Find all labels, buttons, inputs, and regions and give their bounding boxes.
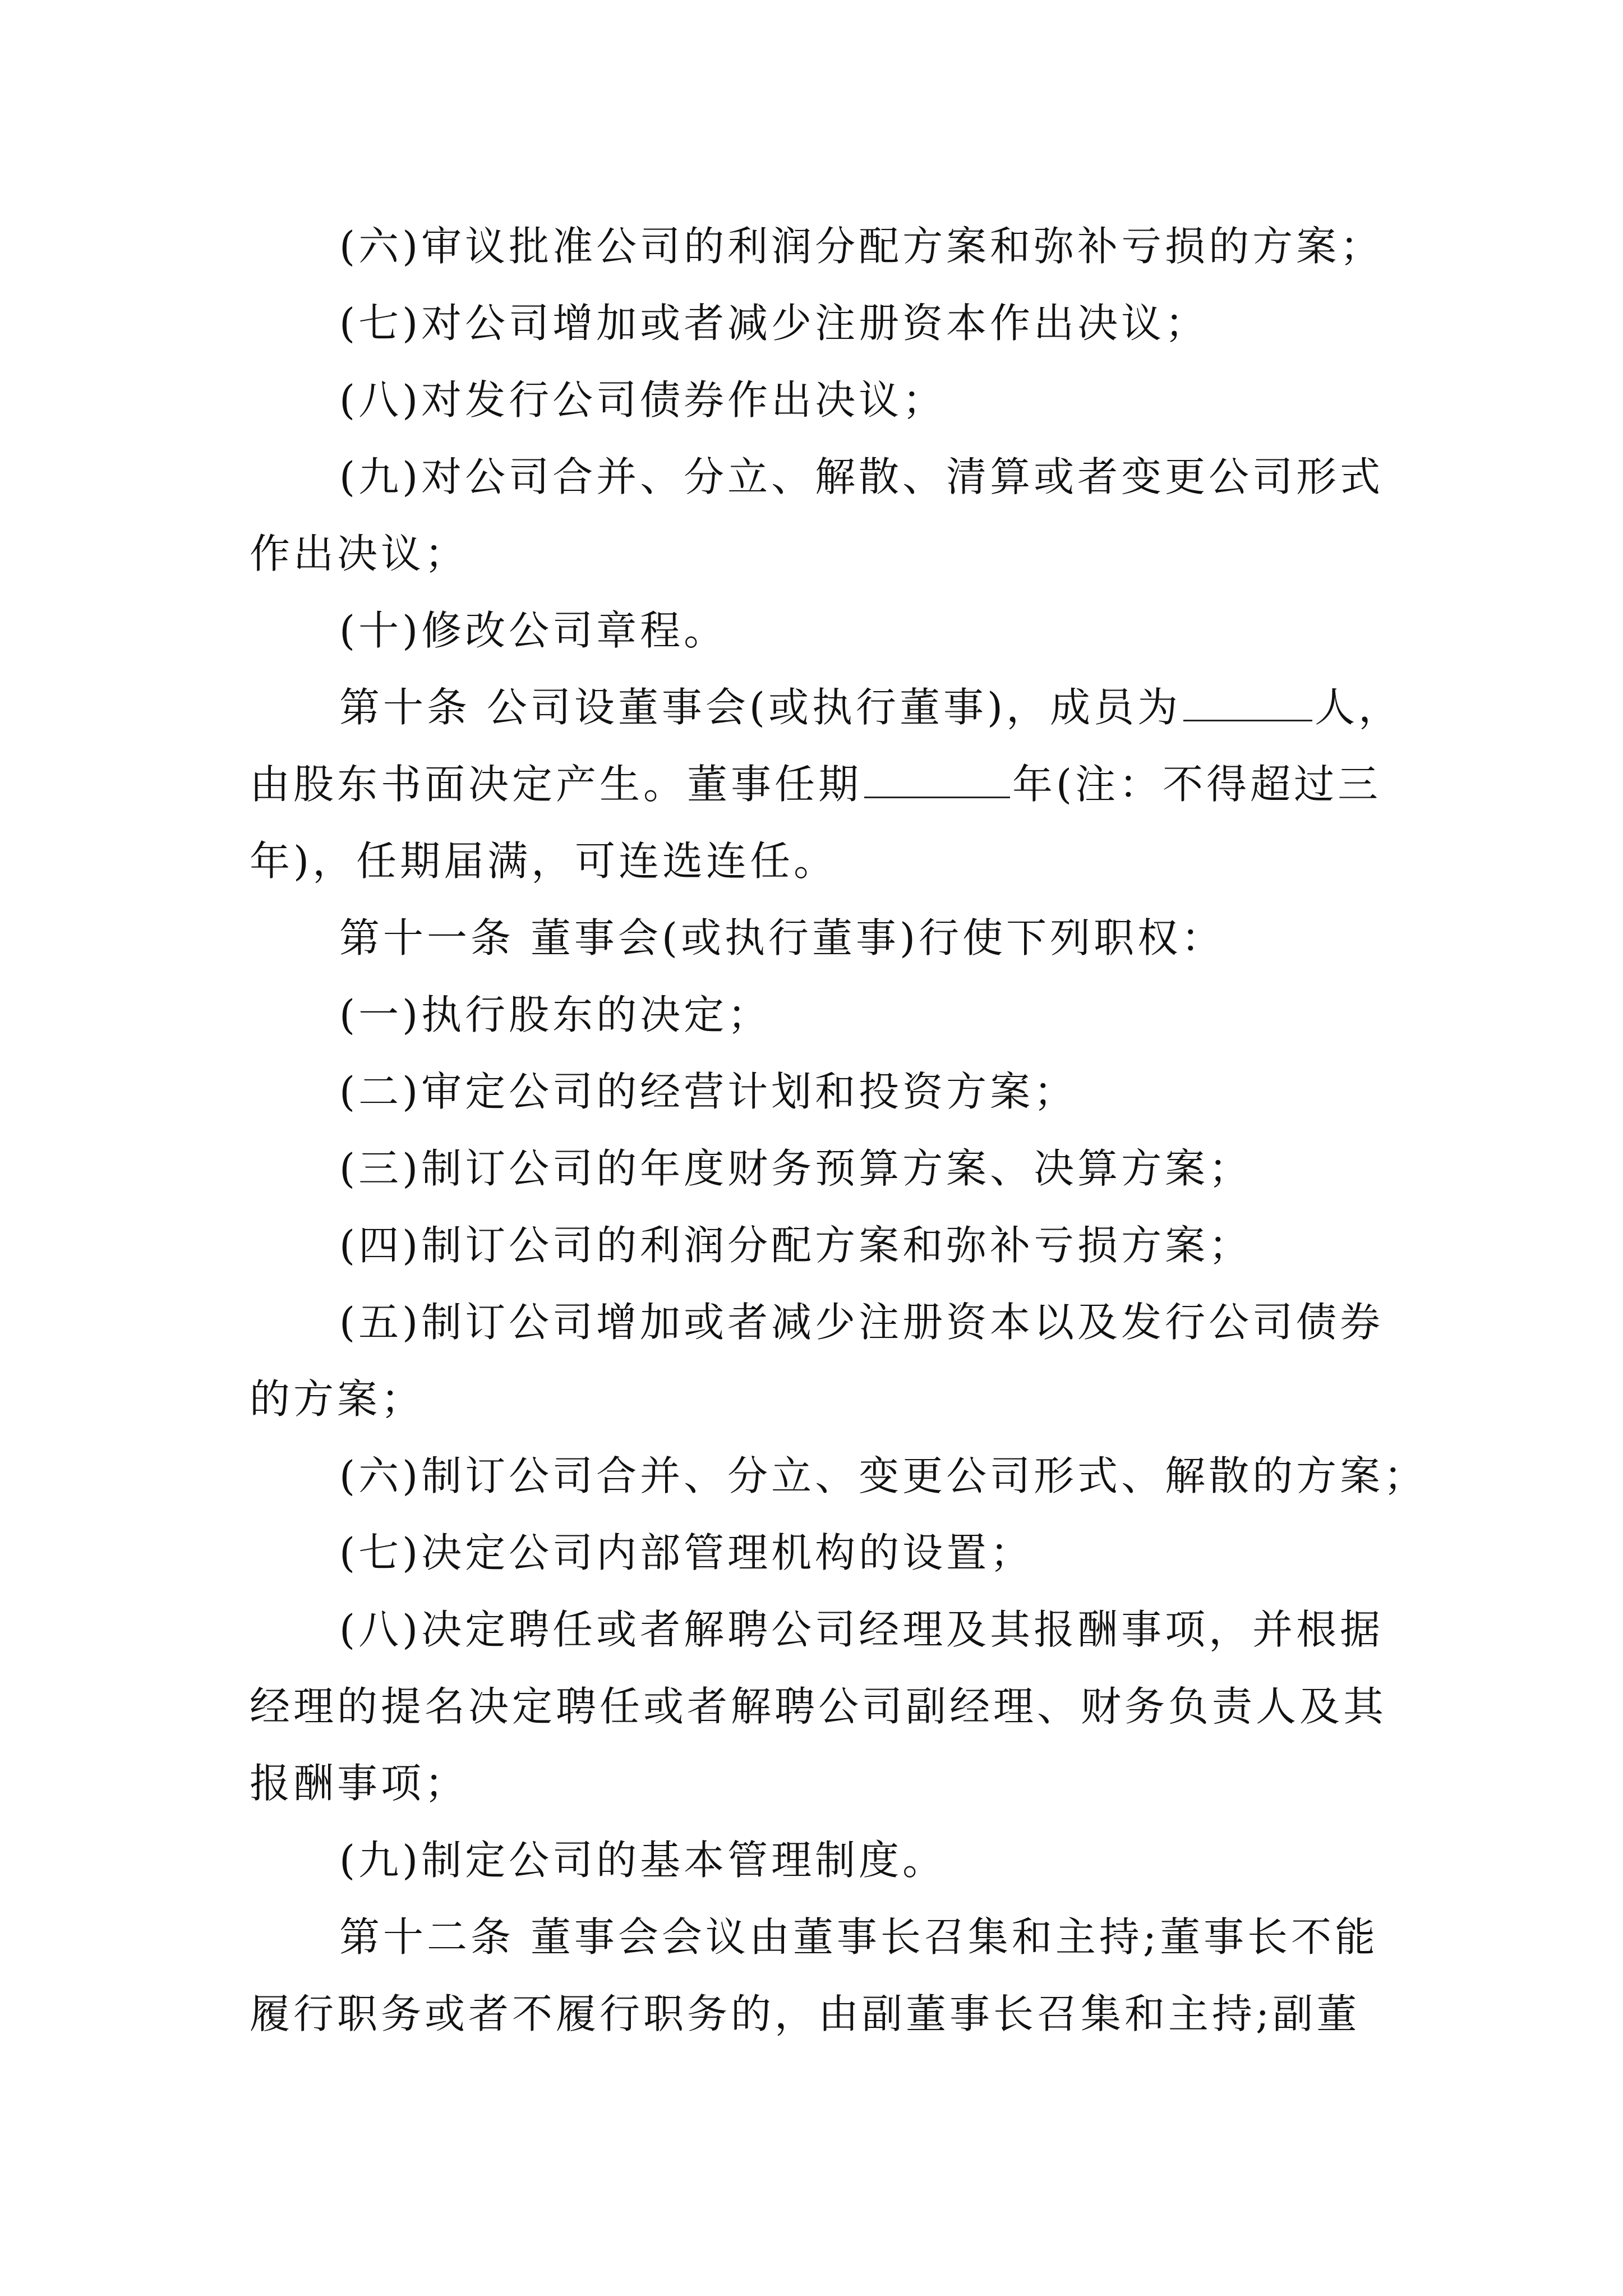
text-line: 经理的提名决定聘任或者解聘公司副经理、财务负责人及其 <box>250 1683 1387 1730</box>
text-line: (七)对公司增加或者减少注册资本作出决议； <box>339 300 1209 347</box>
text-line: (一)执行股东的决定； <box>339 991 772 1038</box>
text-line: (七)决定公司内部管理机构的设置； <box>339 1529 1034 1576</box>
text-line: (四)制订公司的利润分配方案和弥补亏损方案； <box>339 1222 1253 1269</box>
text-line: (九)对公司合并、分立、解散、清算或者变更公司形式 <box>339 453 1384 500</box>
text-line: 作出决议； <box>250 530 469 577</box>
text-line: 的方案； <box>250 1375 425 1423</box>
blank-term-years <box>864 763 1010 798</box>
blank-member-count <box>1183 686 1312 721</box>
text-line: (八)决定聘任或者解聘公司经理及其报酬事项，并根据 <box>339 1606 1384 1653</box>
text-line: (三)制订公司的年度财务预算方案、决算方案； <box>339 1145 1253 1192</box>
text-line: (六)审议批准公司的利润分配方案和弥补亏损的方案； <box>339 223 1384 270</box>
text-line: (九)制定公司的基本管理制度。 <box>339 1837 947 1884</box>
text-line: 第十条 公司设董事会(或执行董事)，成员为 人， <box>339 684 1403 731</box>
text-line: 报酬事项； <box>250 1760 469 1807</box>
text-line: (十)修改公司章程。 <box>339 607 728 654</box>
text-line: 履行职务或者不履行职务的，由副董事长召集和主持;副董 <box>250 1990 1361 2037</box>
text-line: 第十一条 董事会(或执行董事)行使下列职权： <box>339 914 1225 961</box>
text-line: 年)，任期届满，可连选连任。 <box>250 838 838 885</box>
text-line: (五)制订公司增加或者减少注册资本以及发行公司债券 <box>339 1299 1384 1346</box>
text-line: 第十二条 董事会会议由董事长召集和主持;董事长不能 <box>339 1913 1379 1961</box>
text-line: (六)制订公司合并、分立、变更公司形式、解散的方案； <box>339 1452 1428 1499</box>
text-line: (八)对发行公司债券作出决议； <box>339 376 947 424</box>
text-line: (二)审定公司的经营计划和投资方案； <box>339 1068 1078 1115</box>
text-line: 由股东书面决定产生。董事任期 年(注：不得超过三 <box>250 761 1382 808</box>
